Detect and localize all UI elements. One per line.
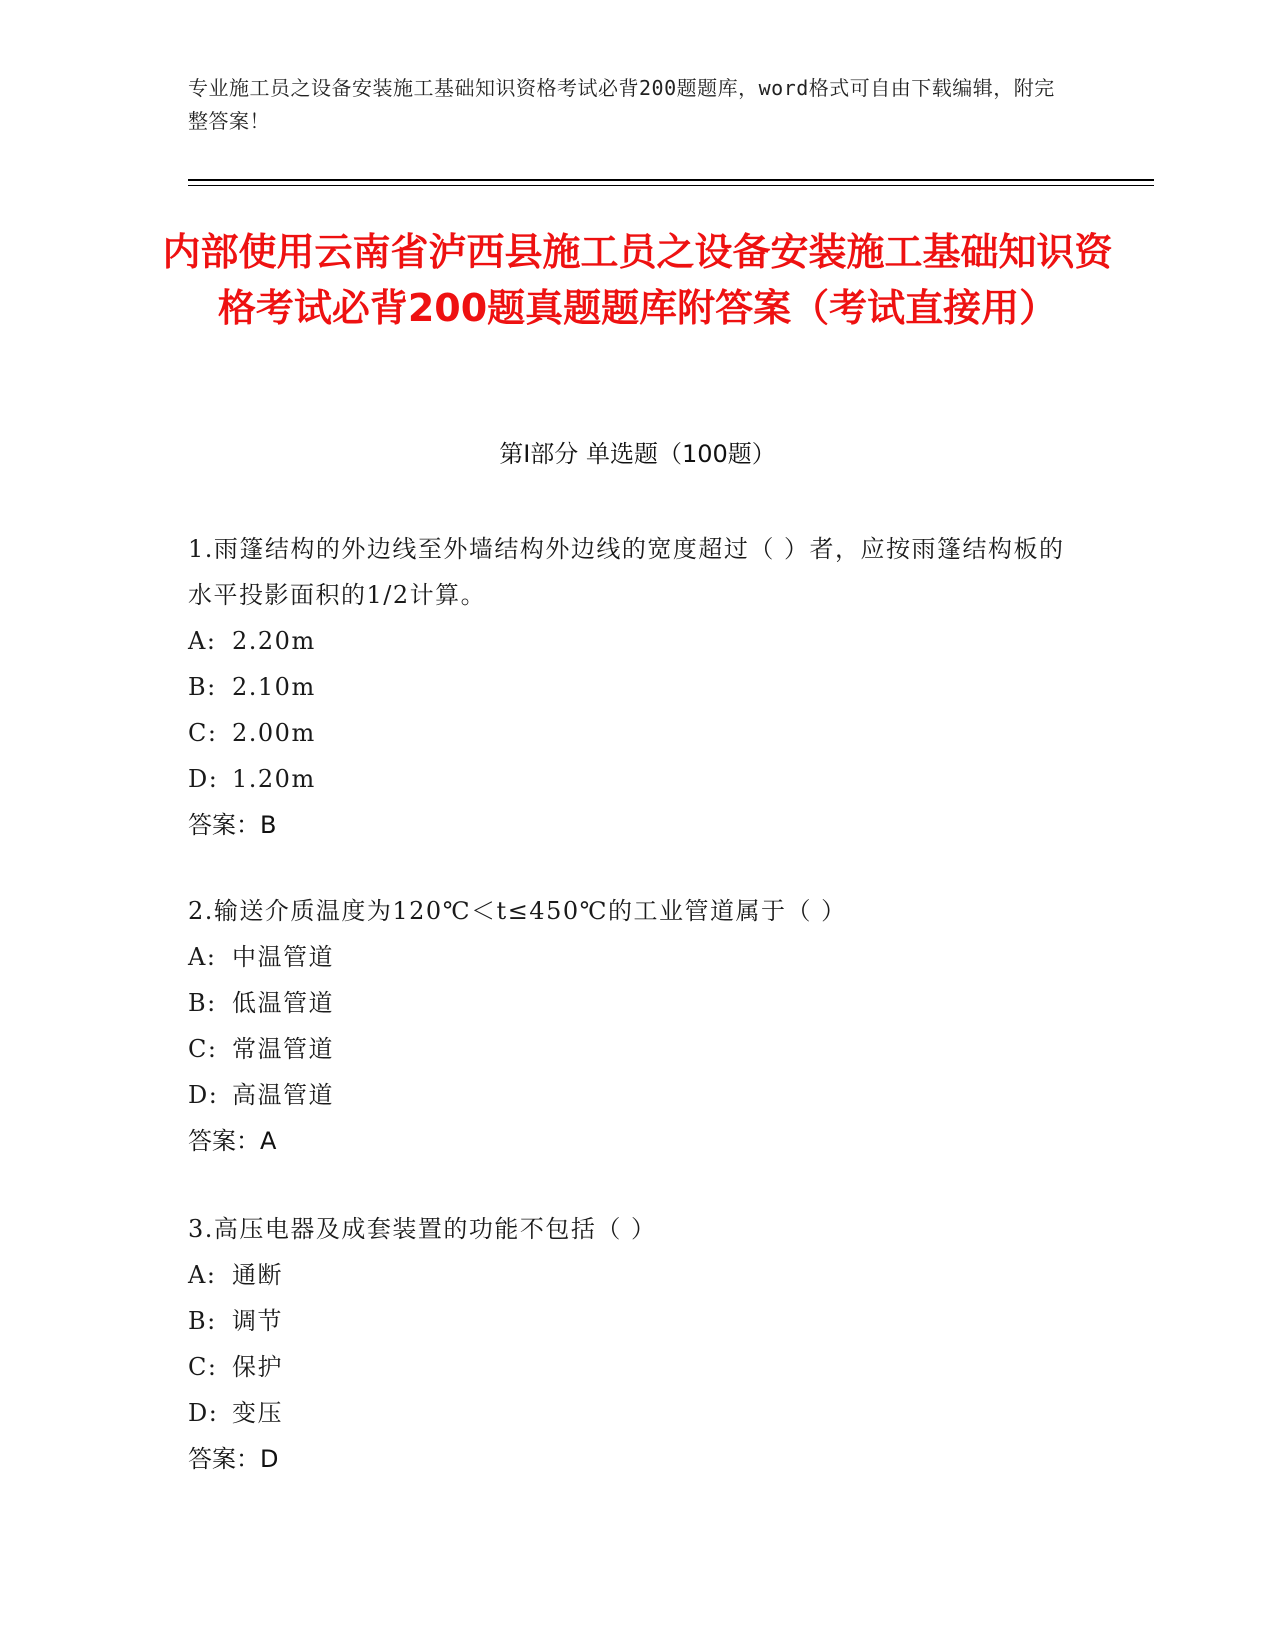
- option-c: [188, 710, 1078, 756]
- question-stem: 2.输送介质温度为120℃＜t≤450℃的工业管道属于（ ）: [188, 897, 847, 925]
- question-block: [188, 888, 1078, 1164]
- option-letter: C:: [188, 1353, 218, 1381]
- option-letter: C:: [188, 1035, 218, 1063]
- option-text: 2.00m: [232, 719, 316, 747]
- option-text: 2.20m: [232, 627, 316, 655]
- option-letter: B:: [188, 1307, 217, 1335]
- option-a: [188, 934, 1078, 980]
- option-letter: C:: [188, 719, 218, 747]
- option-letter: B:: [188, 989, 217, 1017]
- option-text: 中温管道: [232, 943, 334, 971]
- question-stem: 3.高压电器及成套装置的功能不包括（ ）: [188, 1215, 657, 1243]
- answer-line: 答案：D: [188, 1445, 279, 1473]
- option-letter: D:: [188, 1399, 219, 1427]
- header-note: 专业施工员之设备安装施工基础知识资格考试必背200题题库，word格式可自由下载编辑，附完整答案！: [188, 76, 1055, 133]
- option-d: [188, 756, 1078, 802]
- option-text: 2.10m: [232, 673, 316, 701]
- option-text: 保护: [232, 1353, 283, 1381]
- section-heading: 第Ⅰ部分 单选题（100题）: [499, 440, 776, 468]
- option-letter: A:: [188, 627, 217, 655]
- option-letter: B:: [188, 673, 217, 701]
- option-d: [188, 1072, 1078, 1118]
- option-letter: D:: [188, 765, 219, 793]
- option-text: 调节: [232, 1307, 283, 1335]
- option-d: [188, 1390, 1078, 1436]
- option-text: 通断: [232, 1261, 283, 1289]
- option-text: 变压: [232, 1399, 283, 1427]
- answer-line: 答案：A: [188, 1127, 277, 1155]
- option-a: [188, 1252, 1078, 1298]
- option-text: 高温管道: [232, 1081, 334, 1109]
- option-b: [188, 980, 1078, 1026]
- question-block: [188, 526, 1078, 848]
- option-c: [188, 1026, 1078, 1072]
- document-title: 内部使用云南省泸西县施工员之设备安装施工基础知识资格考试必背200题真题题库附答案（考试直接用）: [162, 230, 1113, 330]
- header-rule-thin: [188, 185, 1154, 186]
- header-rule-thick: [188, 179, 1154, 181]
- answer-line: 答案：B: [188, 811, 277, 839]
- option-letter: A:: [188, 943, 217, 971]
- option-letter: D:: [188, 1081, 219, 1109]
- option-a: [188, 618, 1078, 664]
- option-b: [188, 1298, 1078, 1344]
- question-stem: 1.雨篷结构的外边线至外墙结构外边线的宽度超过（ ）者，应按雨篷结构板的水平投影面积的1/2计算。: [188, 535, 1065, 609]
- option-c: [188, 1344, 1078, 1390]
- option-text: 低温管道: [232, 989, 334, 1017]
- question-block: [188, 1206, 1078, 1482]
- option-text: 常温管道: [232, 1035, 334, 1063]
- option-b: [188, 664, 1078, 710]
- option-letter: A:: [188, 1261, 217, 1289]
- option-text: 1.20m: [232, 765, 316, 793]
